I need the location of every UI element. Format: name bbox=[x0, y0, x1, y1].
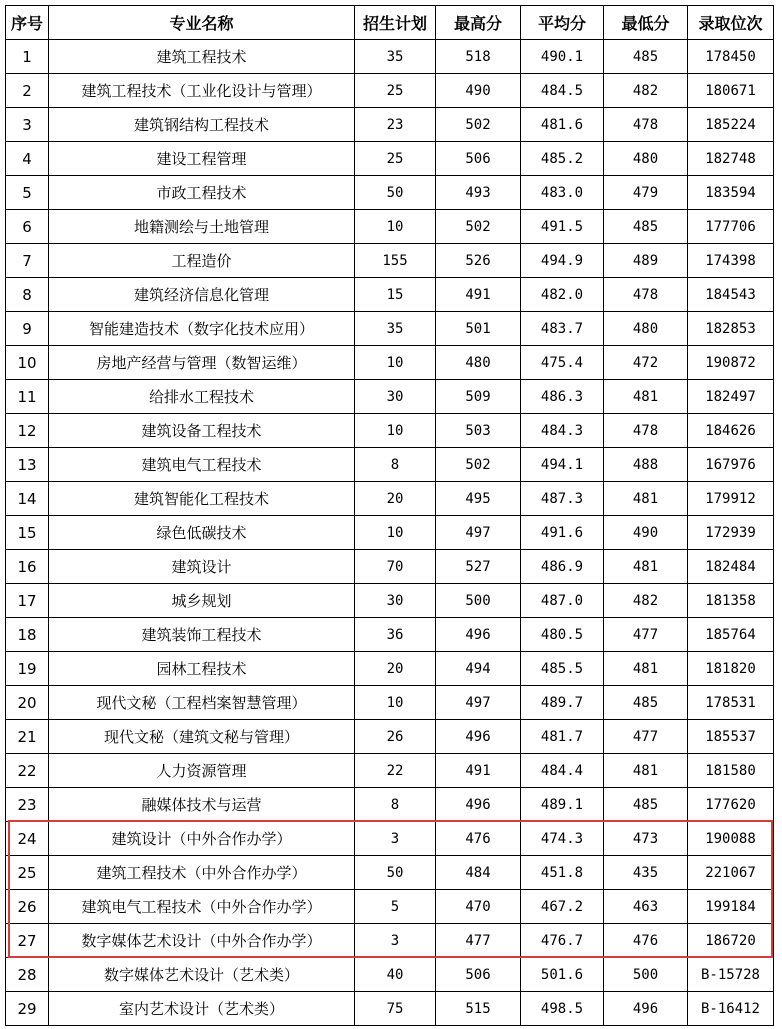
cell-major-name: 室内艺术设计（艺术类） bbox=[49, 992, 355, 1026]
cell-major-name: 建筑电气工程技术（中外合作办学） bbox=[49, 890, 355, 924]
cell-max-score: 491 bbox=[436, 278, 521, 312]
cell-enrollment-plan: 15 bbox=[355, 278, 436, 312]
cell-index: 9 bbox=[6, 312, 49, 346]
cell-rank: 174398 bbox=[688, 244, 774, 278]
cell-major-name: 智能建造技术（数字化技术应用） bbox=[49, 312, 355, 346]
cell-min-score: 482 bbox=[604, 584, 688, 618]
cell-min-score: 496 bbox=[604, 992, 688, 1026]
cell-min-score: 490 bbox=[604, 516, 688, 550]
table-row bbox=[6, 550, 774, 584]
cell-enrollment-plan: 20 bbox=[355, 482, 436, 516]
cell-max-score: 527 bbox=[436, 550, 521, 584]
table-row bbox=[6, 788, 774, 822]
cell-index: 18 bbox=[6, 618, 49, 652]
cell-min-score: 480 bbox=[604, 142, 688, 176]
cell-min-score: 478 bbox=[604, 414, 688, 448]
cell-rank: 185537 bbox=[688, 720, 774, 754]
cell-avg-score: 482.0 bbox=[521, 278, 604, 312]
cell-max-score: 491 bbox=[436, 754, 521, 788]
cell-major-name: 现代文秘（建筑文秘与管理） bbox=[49, 720, 355, 754]
header-avg-score: 平均分 bbox=[521, 6, 604, 40]
cell-min-score: 488 bbox=[604, 448, 688, 482]
header-rank: 录取位次 bbox=[688, 6, 774, 40]
cell-min-score: 473 bbox=[604, 822, 688, 856]
header-row bbox=[6, 6, 774, 40]
table-row bbox=[6, 108, 774, 142]
cell-rank: 182497 bbox=[688, 380, 774, 414]
cell-enrollment-plan: 8 bbox=[355, 448, 436, 482]
cell-enrollment-plan: 8 bbox=[355, 788, 436, 822]
cell-rank: 172939 bbox=[688, 516, 774, 550]
cell-enrollment-plan: 10 bbox=[355, 414, 436, 448]
cell-avg-score: 484.5 bbox=[521, 74, 604, 108]
cell-major-name: 建筑设备工程技术 bbox=[49, 414, 355, 448]
cell-rank: 185764 bbox=[688, 618, 774, 652]
header-major-name: 专业名称 bbox=[49, 6, 355, 40]
table-row bbox=[6, 618, 774, 652]
cell-index: 22 bbox=[6, 754, 49, 788]
cell-max-score: 496 bbox=[436, 720, 521, 754]
cell-min-score: 480 bbox=[604, 312, 688, 346]
cell-rank: 181580 bbox=[688, 754, 774, 788]
cell-min-score: 481 bbox=[604, 652, 688, 686]
cell-index: 13 bbox=[6, 448, 49, 482]
table-row bbox=[6, 244, 774, 278]
table-row bbox=[6, 516, 774, 550]
cell-rank: 167976 bbox=[688, 448, 774, 482]
cell-min-score: 481 bbox=[604, 550, 688, 584]
cell-index: 29 bbox=[6, 992, 49, 1026]
cell-avg-score: 485.2 bbox=[521, 142, 604, 176]
cell-major-name: 现代文秘（工程档案智慧管理） bbox=[49, 686, 355, 720]
cell-max-score: 495 bbox=[436, 482, 521, 516]
cell-min-score: 472 bbox=[604, 346, 688, 380]
cell-avg-score: 486.3 bbox=[521, 380, 604, 414]
cell-rank: 190088 bbox=[688, 822, 774, 856]
cell-max-score: 484 bbox=[436, 856, 521, 890]
cell-min-score: 463 bbox=[604, 890, 688, 924]
cell-min-score: 489 bbox=[604, 244, 688, 278]
cell-index: 26 bbox=[6, 890, 49, 924]
cell-max-score: 526 bbox=[436, 244, 521, 278]
cell-index: 7 bbox=[6, 244, 49, 278]
cell-index: 27 bbox=[6, 924, 49, 958]
cell-min-score: 435 bbox=[604, 856, 688, 890]
cell-avg-score: 481.7 bbox=[521, 720, 604, 754]
cell-enrollment-plan: 10 bbox=[355, 346, 436, 380]
table-row bbox=[6, 754, 774, 788]
cell-rank: 181358 bbox=[688, 584, 774, 618]
table-row bbox=[6, 346, 774, 380]
cell-avg-score: 494.9 bbox=[521, 244, 604, 278]
cell-max-score: 480 bbox=[436, 346, 521, 380]
cell-enrollment-plan: 36 bbox=[355, 618, 436, 652]
table-row bbox=[6, 380, 774, 414]
cell-max-score: 496 bbox=[436, 618, 521, 652]
cell-rank: B-15728 bbox=[688, 958, 774, 992]
cell-enrollment-plan: 3 bbox=[355, 822, 436, 856]
cell-avg-score: 484.3 bbox=[521, 414, 604, 448]
cell-max-score: 506 bbox=[436, 142, 521, 176]
cell-avg-score: 485.5 bbox=[521, 652, 604, 686]
cell-avg-score: 489.1 bbox=[521, 788, 604, 822]
cell-enrollment-plan: 35 bbox=[355, 312, 436, 346]
cell-major-name: 数字媒体艺术设计（艺术类） bbox=[49, 958, 355, 992]
cell-min-score: 481 bbox=[604, 754, 688, 788]
cell-min-score: 477 bbox=[604, 720, 688, 754]
cell-major-name: 建筑工程技术 bbox=[49, 40, 355, 74]
table-row bbox=[6, 142, 774, 176]
table-row bbox=[6, 890, 774, 924]
cell-rank: 185224 bbox=[688, 108, 774, 142]
table-row bbox=[6, 652, 774, 686]
table-row bbox=[6, 448, 774, 482]
cell-max-score: 503 bbox=[436, 414, 521, 448]
cell-min-score: 481 bbox=[604, 482, 688, 516]
cell-index: 28 bbox=[6, 958, 49, 992]
cell-min-score: 500 bbox=[604, 958, 688, 992]
admission-score-table bbox=[5, 5, 774, 1026]
cell-enrollment-plan: 75 bbox=[355, 992, 436, 1026]
cell-enrollment-plan: 30 bbox=[355, 584, 436, 618]
cell-enrollment-plan: 50 bbox=[355, 856, 436, 890]
cell-min-score: 485 bbox=[604, 788, 688, 822]
table-row bbox=[6, 822, 774, 856]
cell-max-score: 502 bbox=[436, 448, 521, 482]
header-min-score: 最低分 bbox=[604, 6, 688, 40]
cell-enrollment-plan: 5 bbox=[355, 890, 436, 924]
cell-avg-score: 476.7 bbox=[521, 924, 604, 958]
table-row bbox=[6, 958, 774, 992]
cell-index: 20 bbox=[6, 686, 49, 720]
cell-avg-score: 487.3 bbox=[521, 482, 604, 516]
cell-index: 25 bbox=[6, 856, 49, 890]
table-row bbox=[6, 856, 774, 890]
cell-rank: 182484 bbox=[688, 550, 774, 584]
cell-major-name: 建筑钢结构工程技术 bbox=[49, 108, 355, 142]
table-row bbox=[6, 992, 774, 1026]
cell-major-name: 市政工程技术 bbox=[49, 176, 355, 210]
cell-avg-score: 491.5 bbox=[521, 210, 604, 244]
cell-index: 15 bbox=[6, 516, 49, 550]
cell-min-score: 482 bbox=[604, 74, 688, 108]
cell-index: 8 bbox=[6, 278, 49, 312]
cell-enrollment-plan: 20 bbox=[355, 652, 436, 686]
cell-max-score: 509 bbox=[436, 380, 521, 414]
cell-index: 5 bbox=[6, 176, 49, 210]
cell-min-score: 478 bbox=[604, 278, 688, 312]
cell-major-name: 建筑工程技术（中外合作办学） bbox=[49, 856, 355, 890]
cell-rank: 182748 bbox=[688, 142, 774, 176]
cell-index: 14 bbox=[6, 482, 49, 516]
cell-max-score: 470 bbox=[436, 890, 521, 924]
cell-index: 2 bbox=[6, 74, 49, 108]
cell-avg-score: 501.6 bbox=[521, 958, 604, 992]
cell-index: 12 bbox=[6, 414, 49, 448]
cell-major-name: 给排水工程技术 bbox=[49, 380, 355, 414]
cell-major-name: 城乡规划 bbox=[49, 584, 355, 618]
cell-max-score: 501 bbox=[436, 312, 521, 346]
cell-min-score: 485 bbox=[604, 40, 688, 74]
cell-major-name: 建筑装饰工程技术 bbox=[49, 618, 355, 652]
cell-index: 24 bbox=[6, 822, 49, 856]
header-max-score: 最高分 bbox=[436, 6, 521, 40]
cell-min-score: 485 bbox=[604, 686, 688, 720]
cell-major-name: 园林工程技术 bbox=[49, 652, 355, 686]
cell-major-name: 建设工程管理 bbox=[49, 142, 355, 176]
cell-min-score: 476 bbox=[604, 924, 688, 958]
cell-major-name: 建筑工程技术（工业化设计与管理） bbox=[49, 74, 355, 108]
cell-enrollment-plan: 50 bbox=[355, 176, 436, 210]
cell-enrollment-plan: 30 bbox=[355, 380, 436, 414]
cell-min-score: 479 bbox=[604, 176, 688, 210]
table-row bbox=[6, 720, 774, 754]
cell-index: 16 bbox=[6, 550, 49, 584]
cell-max-score: 497 bbox=[436, 516, 521, 550]
cell-enrollment-plan: 23 bbox=[355, 108, 436, 142]
cell-index: 19 bbox=[6, 652, 49, 686]
cell-rank: 181820 bbox=[688, 652, 774, 686]
header-enrollment-plan: 招生计划 bbox=[355, 6, 436, 40]
cell-avg-score: 480.5 bbox=[521, 618, 604, 652]
cell-avg-score: 483.7 bbox=[521, 312, 604, 346]
cell-rank: 179912 bbox=[688, 482, 774, 516]
cell-avg-score: 483.0 bbox=[521, 176, 604, 210]
cell-rank: 184626 bbox=[688, 414, 774, 448]
table-row bbox=[6, 74, 774, 108]
cell-index: 3 bbox=[6, 108, 49, 142]
cell-max-score: 477 bbox=[436, 924, 521, 958]
cell-rank: 178450 bbox=[688, 40, 774, 74]
header-index: 序号 bbox=[6, 6, 49, 40]
cell-max-score: 502 bbox=[436, 108, 521, 142]
cell-index: 6 bbox=[6, 210, 49, 244]
cell-major-name: 建筑设计（中外合作办学） bbox=[49, 822, 355, 856]
cell-rank: 177620 bbox=[688, 788, 774, 822]
cell-avg-score: 484.4 bbox=[521, 754, 604, 788]
cell-min-score: 485 bbox=[604, 210, 688, 244]
table-row bbox=[6, 686, 774, 720]
cell-enrollment-plan: 70 bbox=[355, 550, 436, 584]
table-row bbox=[6, 482, 774, 516]
cell-major-name: 地籍测绘与土地管理 bbox=[49, 210, 355, 244]
cell-avg-score: 489.7 bbox=[521, 686, 604, 720]
cell-min-score: 481 bbox=[604, 380, 688, 414]
cell-enrollment-plan: 10 bbox=[355, 210, 436, 244]
cell-rank: 190872 bbox=[688, 346, 774, 380]
table-row bbox=[6, 312, 774, 346]
cell-major-name: 人力资源管理 bbox=[49, 754, 355, 788]
cell-max-score: 518 bbox=[436, 40, 521, 74]
cell-enrollment-plan: 3 bbox=[355, 924, 436, 958]
cell-rank: B-16412 bbox=[688, 992, 774, 1026]
cell-major-name: 房地产经营与管理（数智运维） bbox=[49, 346, 355, 380]
cell-major-name: 工程造价 bbox=[49, 244, 355, 278]
cell-index: 21 bbox=[6, 720, 49, 754]
cell-rank: 178531 bbox=[688, 686, 774, 720]
cell-rank: 184543 bbox=[688, 278, 774, 312]
cell-rank: 182853 bbox=[688, 312, 774, 346]
table-row bbox=[6, 40, 774, 74]
cell-avg-score: 491.6 bbox=[521, 516, 604, 550]
table-body bbox=[6, 40, 774, 1026]
cell-rank: 177706 bbox=[688, 210, 774, 244]
cell-index: 17 bbox=[6, 584, 49, 618]
cell-avg-score: 451.8 bbox=[521, 856, 604, 890]
cell-enrollment-plan: 25 bbox=[355, 142, 436, 176]
cell-avg-score: 475.4 bbox=[521, 346, 604, 380]
cell-rank: 221067 bbox=[688, 856, 774, 890]
cell-major-name: 建筑经济信息化管理 bbox=[49, 278, 355, 312]
cell-max-score: 500 bbox=[436, 584, 521, 618]
cell-avg-score: 474.3 bbox=[521, 822, 604, 856]
cell-index: 4 bbox=[6, 142, 49, 176]
cell-enrollment-plan: 10 bbox=[355, 686, 436, 720]
cell-avg-score: 481.6 bbox=[521, 108, 604, 142]
cell-rank: 183594 bbox=[688, 176, 774, 210]
table-row bbox=[6, 210, 774, 244]
table-row bbox=[6, 414, 774, 448]
cell-rank: 180671 bbox=[688, 74, 774, 108]
cell-enrollment-plan: 155 bbox=[355, 244, 436, 278]
cell-min-score: 477 bbox=[604, 618, 688, 652]
cell-avg-score: 490.1 bbox=[521, 40, 604, 74]
cell-major-name: 数字媒体艺术设计（中外合作办学） bbox=[49, 924, 355, 958]
cell-max-score: 476 bbox=[436, 822, 521, 856]
cell-major-name: 建筑智能化工程技术 bbox=[49, 482, 355, 516]
cell-avg-score: 498.5 bbox=[521, 992, 604, 1026]
table-row bbox=[6, 278, 774, 312]
cell-enrollment-plan: 26 bbox=[355, 720, 436, 754]
cell-avg-score: 494.1 bbox=[521, 448, 604, 482]
cell-major-name: 融媒体技术与运营 bbox=[49, 788, 355, 822]
cell-index: 10 bbox=[6, 346, 49, 380]
cell-avg-score: 486.9 bbox=[521, 550, 604, 584]
cell-avg-score: 467.2 bbox=[521, 890, 604, 924]
cell-max-score: 490 bbox=[436, 74, 521, 108]
cell-index: 11 bbox=[6, 380, 49, 414]
cell-enrollment-plan: 10 bbox=[355, 516, 436, 550]
cell-index: 1 bbox=[6, 40, 49, 74]
cell-major-name: 建筑设计 bbox=[49, 550, 355, 584]
cell-avg-score: 487.0 bbox=[521, 584, 604, 618]
cell-major-name: 建筑电气工程技术 bbox=[49, 448, 355, 482]
cell-enrollment-plan: 40 bbox=[355, 958, 436, 992]
cell-max-score: 497 bbox=[436, 686, 521, 720]
cell-max-score: 502 bbox=[436, 210, 521, 244]
cell-enrollment-plan: 35 bbox=[355, 40, 436, 74]
table-row bbox=[6, 924, 774, 958]
cell-index: 23 bbox=[6, 788, 49, 822]
cell-min-score: 478 bbox=[604, 108, 688, 142]
cell-major-name: 绿色低碳技术 bbox=[49, 516, 355, 550]
table-row bbox=[6, 176, 774, 210]
table-row bbox=[6, 584, 774, 618]
cell-max-score: 515 bbox=[436, 992, 521, 1026]
cell-max-score: 494 bbox=[436, 652, 521, 686]
cell-max-score: 506 bbox=[436, 958, 521, 992]
cell-max-score: 493 bbox=[436, 176, 521, 210]
cell-rank: 199184 bbox=[688, 890, 774, 924]
cell-rank: 186720 bbox=[688, 924, 774, 958]
cell-enrollment-plan: 25 bbox=[355, 74, 436, 108]
cell-max-score: 496 bbox=[436, 788, 521, 822]
cell-enrollment-plan: 22 bbox=[355, 754, 436, 788]
